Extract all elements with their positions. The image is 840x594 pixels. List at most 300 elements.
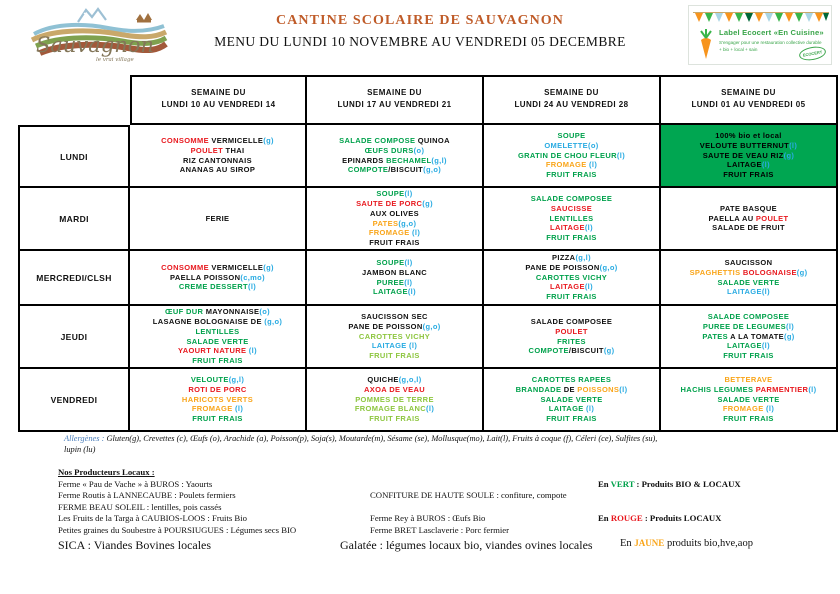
menu-item-text: (l) [404,277,413,287]
menu-line [552,253,591,263]
menu-cell-mercredi-clsh-week-4 [661,251,838,306]
mountain-icon [78,9,106,22]
menu-line [191,375,244,385]
menu-line [546,414,597,424]
menu-item-text: VERT [610,478,635,489]
menu-line [723,351,774,361]
menu-item-text: SALADE COMPOSEE [530,316,613,326]
menu-item-text: (l) [761,160,770,170]
menu-item-text: : Produits LOCAUX [642,513,722,523]
week-header-4: SEMAINE DU LUNDI 01 AU VENDREDI 05 [661,75,838,125]
header-titles [165,13,675,50]
menu-line [369,351,420,361]
menu-item-text: (l) [808,384,817,394]
menu-line [161,136,274,146]
menu-item-text: LENTILLES [195,326,240,336]
menu-cell-lundi-week-4 [661,125,838,188]
menu-item-text: CONSOMME [161,262,212,272]
menu-cell-mardi-week-1 [130,188,307,251]
menu-line [516,385,628,395]
menu-item-text: AUX OLIVES [370,208,419,218]
menu-item-text: BETTERAVE [724,375,773,384]
menu-line [179,282,256,292]
menu-item-text: (g,l) [228,375,245,384]
menu-line [373,287,416,297]
menu-item-text: FRUIT FRAIS [192,414,243,424]
menu-item-text: LAITAGE [727,341,762,351]
menu-item-text: ŒUF DUR [164,307,206,317]
day-label-lundi: LUNDI [18,125,130,188]
menu-line [723,414,774,424]
menu-item-text: JAMBON BLANC [361,267,428,277]
menu-line [362,268,427,278]
menu-item-text: GRATIN DE CHOU FLEUR [517,150,617,160]
week-header-1: SEMAINE DU LUNDI 10 AU VENDREDI 14 [130,75,307,125]
menu-item-text: (o) [259,307,270,317]
menu-item-text: LAITAGE [727,160,762,170]
menu-item-text: 100% bio et local [715,131,782,140]
menu-item-text: CONSOMME [161,135,212,145]
menu-line [342,156,447,166]
menu-table [18,75,838,432]
menu-item-text: LAITAGE (l) [371,341,418,351]
menu-item-text: PUREE DE LEGUMES [702,321,786,331]
menu-line [361,312,428,322]
menu-item-text: AXOA DE VEAU [363,384,425,394]
menu-item-text: (g,o) [264,316,283,326]
menu-item-text: (g) [422,198,433,208]
menu-item-text: COMPOTE [347,165,389,175]
menu-line [727,287,770,297]
menu-item-text: (l) [248,346,257,356]
producer-row [58,467,836,479]
menu-item-text: (g) [263,262,274,272]
menu-item-text: (g,o,l) [398,375,422,384]
menu-line [540,395,602,405]
producers-heading: Nos Producteurs Locaux : [58,467,155,477]
producer-entry: Petites graines du Soubestre à POURSIUGUES : Légumes secs BIO [58,524,297,535]
menu-line [192,404,243,414]
menu-line [536,273,607,283]
menu-item-text: (l) [761,341,770,351]
producer-row [58,479,836,491]
menu-item-text: SOUPE [557,131,586,140]
menu-line [723,404,774,414]
menu-line [518,151,625,161]
menu-item-text: YAOURT NATURE [178,346,249,356]
menu-line [369,228,420,238]
logo-tagline: le vrai village [96,57,134,63]
menu-line [180,165,255,175]
page-title: CANTINE SCOLAIRE DE SAUVAGNON [276,13,564,28]
menu-line [165,307,270,317]
menu-line [709,214,789,224]
menu-item-text: (l) [426,404,435,414]
menu-line [206,214,230,224]
menu-item-text: (l) [586,404,595,414]
menu-line [192,356,243,366]
menu-item-text: EPINARDS [342,155,387,165]
menu-item-text: : Produits BIO & LOCAUX [634,478,741,489]
producer-row [58,525,836,537]
menu-cell-jeudi-week-4 [661,306,838,369]
menu-item-text: MAYONNAISE [205,307,260,317]
menu-item-text: En [620,538,635,549]
menu-item-text: (l) [404,189,413,199]
menu-line [549,404,594,414]
menu-item-text: (g,l) [431,155,447,165]
menu-line [153,317,282,327]
color-legend [598,513,721,523]
menu-line [367,375,421,385]
menu-item-text: (g) [603,346,615,356]
producer-row [58,490,836,502]
menu-line [531,194,613,204]
menu-item-text: FRUIT FRAIS [546,233,597,243]
menu-line [531,317,613,327]
menu-cell-mardi-week-3 [484,188,661,251]
menu-item-text: PANE DE POISSON [348,321,423,331]
menu-item-text: LAITAGE [550,223,585,233]
menu-line [377,278,413,288]
menu-item-text: POULET [555,326,588,336]
menu-item-text: produits bio,hve,aop [664,538,753,549]
menu-item-text: (g,l) [575,253,591,262]
menu-line [681,385,817,395]
producer-row [58,502,836,514]
menu-item-text: LAITAGE [373,287,408,297]
menu-line [376,258,412,268]
menu-item-text: CAROTTES VICHY [535,272,608,282]
menu-line [376,189,412,199]
menu-line [339,136,450,146]
menu-cell-jeudi-week-1 [130,306,307,369]
allergens-label: Allergènes : [64,434,105,443]
menu-line [546,170,597,180]
menu-item-text: FROMAGE [191,404,236,414]
menu-item-text: SALADE DE FRUIT [712,223,785,233]
menu-line [703,151,795,161]
menu-line [551,204,592,214]
menu-cell-mercredi-clsh-week-3 [484,251,661,306]
menu-item-text: SALADE COMPOSEE [707,312,790,321]
menu-item-text: (g,o) [599,262,618,272]
menu-item-text: FRUIT FRAIS [546,292,597,302]
day-label-vendredi: VENDREDI [18,369,130,432]
allergens-text-2: lupin (lu) [64,444,96,454]
menu-line [178,346,257,356]
menu-line [712,223,785,233]
menu-item-text: SALADE COMPOSE [339,135,418,145]
menu-line [708,312,790,322]
menu-item-text: BRANDADE [515,384,564,394]
menu-item-text: BECHAMEL [386,155,432,165]
color-legend [620,538,753,549]
menu-item-text: RIZ CANTONNAIS [183,155,252,165]
producer-entry: Ferme BRET Lasclaverie : Porc fermier [370,524,510,535]
menu-item-text: (l) [407,287,416,297]
badge-title: Label Ecocert «En Cuisine» [719,28,824,37]
menu-item-text: FRUIT FRAIS [369,414,420,424]
menu-line [188,385,246,395]
menu-line [191,146,245,156]
menu-item-text: FRUIT FRAIS [546,170,597,180]
village-icon [136,13,152,23]
menu-item-text: En [598,513,611,523]
menu-line [196,327,240,337]
producer-row [58,513,836,525]
menu-line [690,268,808,278]
menu-item-text: FRUIT FRAIS [723,414,774,424]
menu-item-text: (l) [589,160,598,170]
menu-item-text: SALADE VERTE [540,394,603,404]
menu-item-text: SALADE COMPOSEE [530,194,613,203]
menu-line [348,322,440,332]
menu-item-text: (l) [766,404,775,414]
menu-item-text: /BISCUIT [568,346,604,356]
menu-item-text: (g,o) [398,218,417,228]
menu-line [723,170,774,180]
menu-item-text: FRUIT FRAIS [192,356,243,366]
day-label-mardi: MARDI [18,188,130,251]
menu-line [355,395,434,405]
menu-line [550,282,593,292]
menu-line [725,258,773,268]
menu-item-text: SOUPE [376,257,405,267]
menu-line [700,141,797,151]
menu-item-text: ANANAS AU SIROP [179,165,256,175]
menu-item-text: VERMICELLE [211,135,264,145]
menu-cell-vendredi-week-1 [130,369,307,432]
menu-item-text: PUREE [376,277,405,287]
menu-line [720,204,777,214]
menu-line [546,160,597,170]
week-header-3: SEMAINE DU LUNDI 24 AU VENDREDI 28 [484,75,661,125]
menu-item-text: PAELLA AU [708,213,756,223]
ecocert-stamp: ECOCERT [798,45,827,62]
menu-item-text: POISSONS [577,384,620,394]
producer-row [58,536,836,553]
menu-line [369,414,420,424]
sauvagnon-logo [26,5,168,65]
menu-line [365,146,425,156]
menu-item-text: (l) [235,404,244,414]
menu-line [370,209,419,219]
menu-item-text: LAITAGE(l) [727,287,770,297]
menu-line [715,131,781,141]
menu-line [717,278,779,288]
menu-item-text: (l) [412,228,421,238]
menu-item-text: LAITAGE [550,282,585,292]
producers-section [58,467,836,553]
menu-line [192,414,243,424]
menu-item-text: ROTI DE PORC [188,384,247,394]
menu-line [355,404,434,414]
menu-line [372,341,417,351]
menu-item-text: LENTILLES [549,213,594,223]
menu-item-text: FRUIT FRAIS [369,238,420,248]
menu-item-text: (g) [263,135,274,145]
menu-line [161,263,274,273]
menu-item-text: PANE DE POISSON [525,262,600,272]
menu-item-text: DE [563,384,578,394]
menu-item-text: FRITES [557,336,586,346]
menu-item-text: FRUIT FRAIS [369,351,420,361]
menu-item-text: VELOUTE [190,375,229,384]
menu-item-text: PIZZA [552,253,576,262]
menu-item-text: POULET [190,145,226,155]
menu-line [727,341,770,351]
menu-line [525,263,617,273]
menu-item-text: (l) [619,384,628,394]
menu-item-text: LAITAGE [548,404,587,414]
menu-item-text: SALADE VERTE [717,394,780,404]
menu-item-text: (l) [584,282,593,292]
menu-item-text: FRUIT FRAIS [546,414,597,424]
menu-line [348,165,441,175]
color-legend [598,479,741,489]
badge-subtitle: S'engager pour une restauration collective durable [719,40,822,45]
menu-item-text: BOLOGNAISE [742,267,797,277]
menu-line [702,332,794,342]
menu-line [555,327,588,337]
menu-cell-mardi-week-2 [307,188,484,251]
menu-item-text: ROUGE [610,513,643,523]
menu-item-text: (l) [404,257,413,267]
menu-item-text: (l) [616,150,626,160]
menu-line [550,223,593,233]
menu-item-text: (g) [783,150,795,160]
menu-item-text: FROMAGE BLANC [354,404,427,414]
menu-item-text: THAI [225,145,245,155]
badge-subtitle-2: + bio + local + sain [719,47,758,52]
allergens-text: Gluten(g), Crevettes (c), Œufs (o), Arachide (a), Poisson(p), Soja(s), Moutarde(m), Sésame (se), Mollusque(mo), Lait(l), Fruits à coque (f), Céleri (ce), Sulfites (su), [106,434,658,443]
menu-line [186,337,248,347]
menu-item-text: FROMAGE [545,160,590,170]
menu-cell-jeudi-week-3 [484,306,661,369]
menu-item-text: PAELLA POISSON [170,272,241,282]
producer-entry: Ferme « Pau de Vache » à BUROS : Yaourts [58,478,213,489]
menu-item-text: FERIE [205,213,230,223]
producer-entry: Ferme Routis à LANNECAUBE : Poulets fermiers [58,490,236,500]
producer-entry: FERME BEAU SOLEIL : lentilles, pois cassés [58,501,222,512]
menu-item-text: PATE BASQUE [720,203,777,213]
menu-line [183,156,252,166]
table-corner [18,75,130,125]
menu-item-text: ŒUFS DURS [364,145,414,155]
menu-line [703,322,794,332]
menu-item-text: (g,o) [422,321,441,331]
logo-wordmark: Sauvagnon [36,33,154,57]
menu-line [529,346,615,356]
menu-line [557,131,585,141]
producer-entry: SICA : Viandes Bovines locales [58,538,212,552]
allergens-note [64,434,764,455]
menu-line [546,233,597,243]
menu-item-text: (g) [796,267,808,277]
menu-item-text: FRUIT FRAIS [723,170,774,180]
menu-cell-vendredi-week-3 [484,369,661,432]
menu-cell-lundi-week-2 [307,125,484,188]
menu-cell-mercredi-clsh-week-1 [130,251,307,306]
menu-item-text: (c,mo) [240,272,265,282]
menu-line [369,238,420,248]
menu-item-text: OMELETTE(o) [544,140,599,150]
menu-item-text: QUICHE [367,375,399,384]
menu-item-text: COMPOTE [528,346,569,356]
menu-item-text: A LA TOMATE [730,331,785,341]
menu-item-text: (l) [785,321,795,331]
day-label-jeudi: JEUDI [18,306,130,369]
menu-item-text: (g,o) [423,165,442,175]
menu-item-text: CAROTTES RAPEES [531,375,612,384]
menu-item-text: SAUCISSON [724,257,773,267]
menu-item-text: (o) [413,145,425,155]
menu-line [170,273,265,283]
menu-item-text: HACHIS LEGUMES [680,384,756,394]
menu-item-text: POMMES DE TERRE [355,394,434,404]
ecocert-badge [688,5,832,65]
menu-item-text: /BISCUIT [388,165,424,175]
producer-entry: Ferme Rey à BUROS : Œufs Bio [370,513,486,523]
menu-item-text: SPAGHETTIS [689,267,743,277]
bunting-icon [693,11,829,25]
menu-line [550,214,594,224]
menu-item-text: VELOUTE BUTTERNUT [699,140,790,150]
producer-entry: CONFITURE DE HAUTE SOULE : confiture, compote [370,490,567,500]
menu-item-text: FRUIT FRAIS [723,351,774,361]
menu-item-text: PARMENTIER [755,384,809,394]
menu-item-text: HARICOTS VERTS [181,394,254,404]
menu-item-text: LASAGNE BOLOGNAISE DE [152,316,265,326]
menu-item-text: SOUPE [376,189,405,199]
menu-line [359,332,430,342]
menu-line [356,199,433,209]
menu-item-text: (g) [784,331,795,341]
menu-line [373,219,417,229]
menu-item-text: POULET [755,213,789,223]
menu-item-text: QUINOA [417,135,450,145]
menu-cell-vendredi-week-2 [307,369,484,432]
menu-item-text: (l) [248,282,257,292]
menu-item-text: SAUCISSON SEC [361,312,428,321]
carrot-icon [696,27,716,61]
menu-line [532,375,611,385]
menu-item-text: En [598,478,611,489]
menu-item-text: FROMAGE [368,228,413,238]
menu-item-text: SAUCISSE [550,203,593,213]
producer-entry: Galatée : légumes locaux bio, viandes ovines locales [340,538,593,552]
menu-cell-vendredi-week-4 [661,369,838,432]
menu-item-text: FROMAGE [722,404,767,414]
menu-item-text: PATES [702,331,731,341]
menu-line [546,292,597,302]
menu-cell-lundi-week-1 [130,125,307,188]
menu-cell-jeudi-week-2 [307,306,484,369]
menu-item-text: SAUTE DE VEAU RIZ [702,150,784,160]
menu-item-text: JAUNE [634,538,665,548]
menu-line [724,375,772,385]
menu-item-text: PATES [372,218,399,228]
menu-item-text: (l) [789,140,798,150]
menu-item-text: SAUTE DE PORC [356,198,423,208]
menu-cell-mardi-week-4 [661,188,838,251]
day-label-mercredi-clsh: MERCREDI/CLSH [18,251,130,306]
menu-line [364,385,425,395]
menu-line [182,395,253,405]
menu-line [727,160,770,170]
menu-item-text: CREME DESSERT [178,282,248,292]
